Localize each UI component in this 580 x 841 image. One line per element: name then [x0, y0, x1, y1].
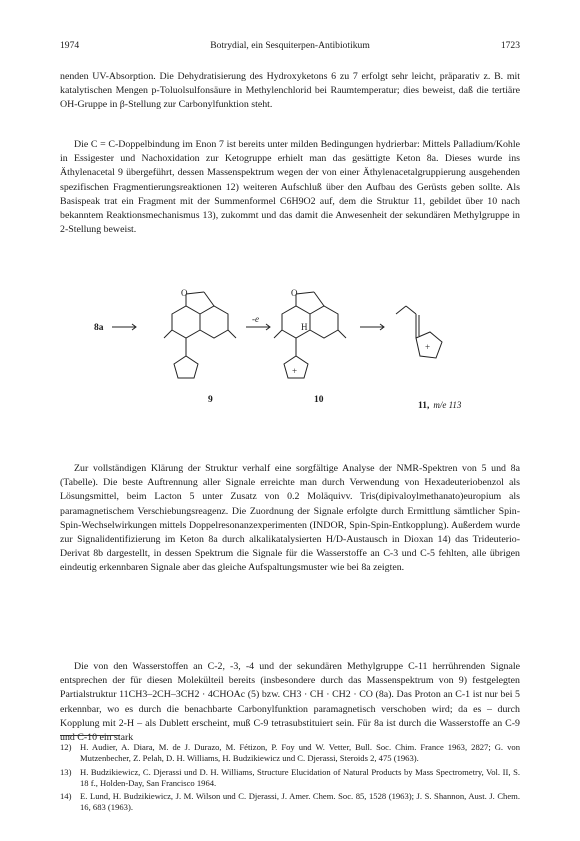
- reaction-scheme-drawing: [60, 284, 520, 408]
- reference-text: H. Audier, A. Diara, M. de J. Durazo, M. Fétizon, P. Foy und W. Vetter, Bull. Soc. Chim. France 1963, 2827; G. von Mutzenbecher, Z. Pelah, D. H. Williams, H. Budzikiewicz und C. Djerassi, Steroids 2, 475 (1963).: [80, 742, 520, 764]
- plus-sign-10: +: [292, 366, 298, 376]
- reference-13: [60, 767, 520, 790]
- mass-spec-fragmentation-scheme: [60, 284, 520, 411]
- reference-text: H. Budzikiewicz, C. Djerassi und D. H. Williams, Structure Elucidation of Natural Products by Mass Spectrometry, Vol. II, S. 18 f., Holden-Day, San Francisco 1964.: [80, 766, 520, 788]
- header-page-number: 1723: [500, 40, 520, 51]
- structure-11: [396, 306, 442, 358]
- header-title: Botrydial, ein Sesquiterpen-Antibiotikum: [210, 40, 370, 51]
- footnote-divider: [60, 735, 120, 736]
- reference-number: 13): [60, 766, 72, 777]
- structure-9: [164, 292, 236, 378]
- running-header: [60, 40, 520, 54]
- compound-label-9: 9: [208, 395, 213, 405]
- paragraph-2-text: Die C = C-Doppelbindung im Enon 7 ist bereits unter milden Bedingungen hydrierbar: Mittels Palladium/Kohle in Essigester und Nachoxidation zur Ketogruppe erhielt man das gesättigte Keton 8a. Dieses wurde ins Äthylenacetal 9 übergeführt, dessen Massenspektrum wegen der von einer Äthylenacetalgruppierung ausgehenden spezifischen Fragmentierungsreaktionen 12) weiteren Aufschluß über den Aufbau des Gerüsts geben sollte. Als Basispeak trat ein Fragment mit der Summenformel C6H9O2 auf, dem die Struktur 11, gebildet über 10 nach bekanntem Reaktionsmechanismus 13), zukommt und das damit die Anwesenheit der sekundären Methylgruppe in 2-Stellung beweist.: [60, 139, 520, 236]
- footnote-references: [60, 742, 520, 816]
- h-label-10: H: [301, 322, 308, 332]
- atom-o-10: O: [291, 288, 298, 298]
- header-year: 1974: [60, 40, 80, 51]
- plus-sign-11: +: [425, 342, 431, 352]
- reference-number: 12): [60, 742, 72, 752]
- mass-to-charge: m/e 113: [433, 400, 462, 410]
- paragraph-4-text: Die von den Wasserstoffen an C-2, -3, -4 und der sekundären Methylgruppe C-11 herrührenden Signale entsprechen der für diesen Molekülteil bereits (insbesondere durch das Massenspektrum von 9) festgelegten Partialstruktur 11CH3–2CH–3CH2 · 4CHOAc (5) bzw. CH3 · CH · CH2 · CO (8a). Das Proton an C-1 ist nur bei 5 erkennbar, wo es durch die benachbarte Carbonylfunktion paramagnetisch verschoben wird; da es – durch Kopplung mit 2-H – als Dublett erscheint, muß C-9 tetrasubstituiert sein. Für 8a ist durch die Wasserstoffe an C-9 und C-10 ein stark: [60, 661, 520, 744]
- reference-14: [60, 791, 520, 814]
- paragraph-3: [60, 462, 520, 576]
- atom-o-9: O: [181, 288, 188, 298]
- paragraph-1: [60, 70, 520, 113]
- paragraph-1-text: nenden UV-Absorption. Die Dehydratisierung des Hydroxyketons 6 zu 7 erfolgt sehr leicht, präparativ z. B. mit katalytischen Mengen p-Toluolsulfonsäure in Methylenchlorid bei Raumtemperatur; dies beweist, daß die tertiäre OH-Gruppe in β-Stellung zur Carbonylfunktion steht.: [60, 71, 520, 111]
- reference-text: E. Lund, H. Budzikiewicz, J. M. Wilson und C. Djerassi, J. Amer. Chem. Soc. 85, 1528 (1963); J. S. Shannon, Aust. J. Chem. 16, 683 (1963).: [80, 791, 520, 813]
- structure-10: [274, 292, 346, 378]
- reference-12: [60, 742, 520, 765]
- paragraph-3-text: Zur vollständigen Klärung der Struktur verhalf eine sorgfältige Analyse der NMR-Spektren von 5 und 8a (Tabelle). Die beste Auftrennung aller Signale erreichte man durch Verwendung von Hexadeuteriobenzol als Lösungsmittel, beim Lacton 5 unter Zusatz von 0.2 Moläquivv. Tris(dipivaloylmethanato)europium als paramagnetischem Verschiebungsreagenz. Die Zuordnung der Signale erfolgte durch Ermittlung sämtlicher Spin-Spin-Wechselwirkungen mittels Doppelresonanzexperimenten (INDOR, Spin-Spin-Entkopplung). Außerdem wurde zur Signalidentifizierung im Keton 8a durch alkalikatalysierten H/D-Austausch in Dioxan 14) das Trideuterio-Derivat 8b dargestellt, in dessen Spektrum die Signale für die Wasserstoffe an C-3 und C-5 fehlten, alle übrigen eindeutig erkennbaren Signale aber das gleiche Aufspaltungsmuster wie bei 8a zeigten.: [60, 463, 520, 574]
- reference-number: 14): [60, 791, 72, 802]
- compound-label-11: 11,: [418, 401, 430, 411]
- paragraph-4: [60, 660, 520, 745]
- compound-label-11-group: [418, 395, 461, 413]
- arrow-label: -e: [252, 314, 259, 324]
- paragraph-2: [60, 138, 520, 237]
- compound-label-8a: 8a: [94, 323, 104, 333]
- compound-label-10: 10: [314, 395, 324, 405]
